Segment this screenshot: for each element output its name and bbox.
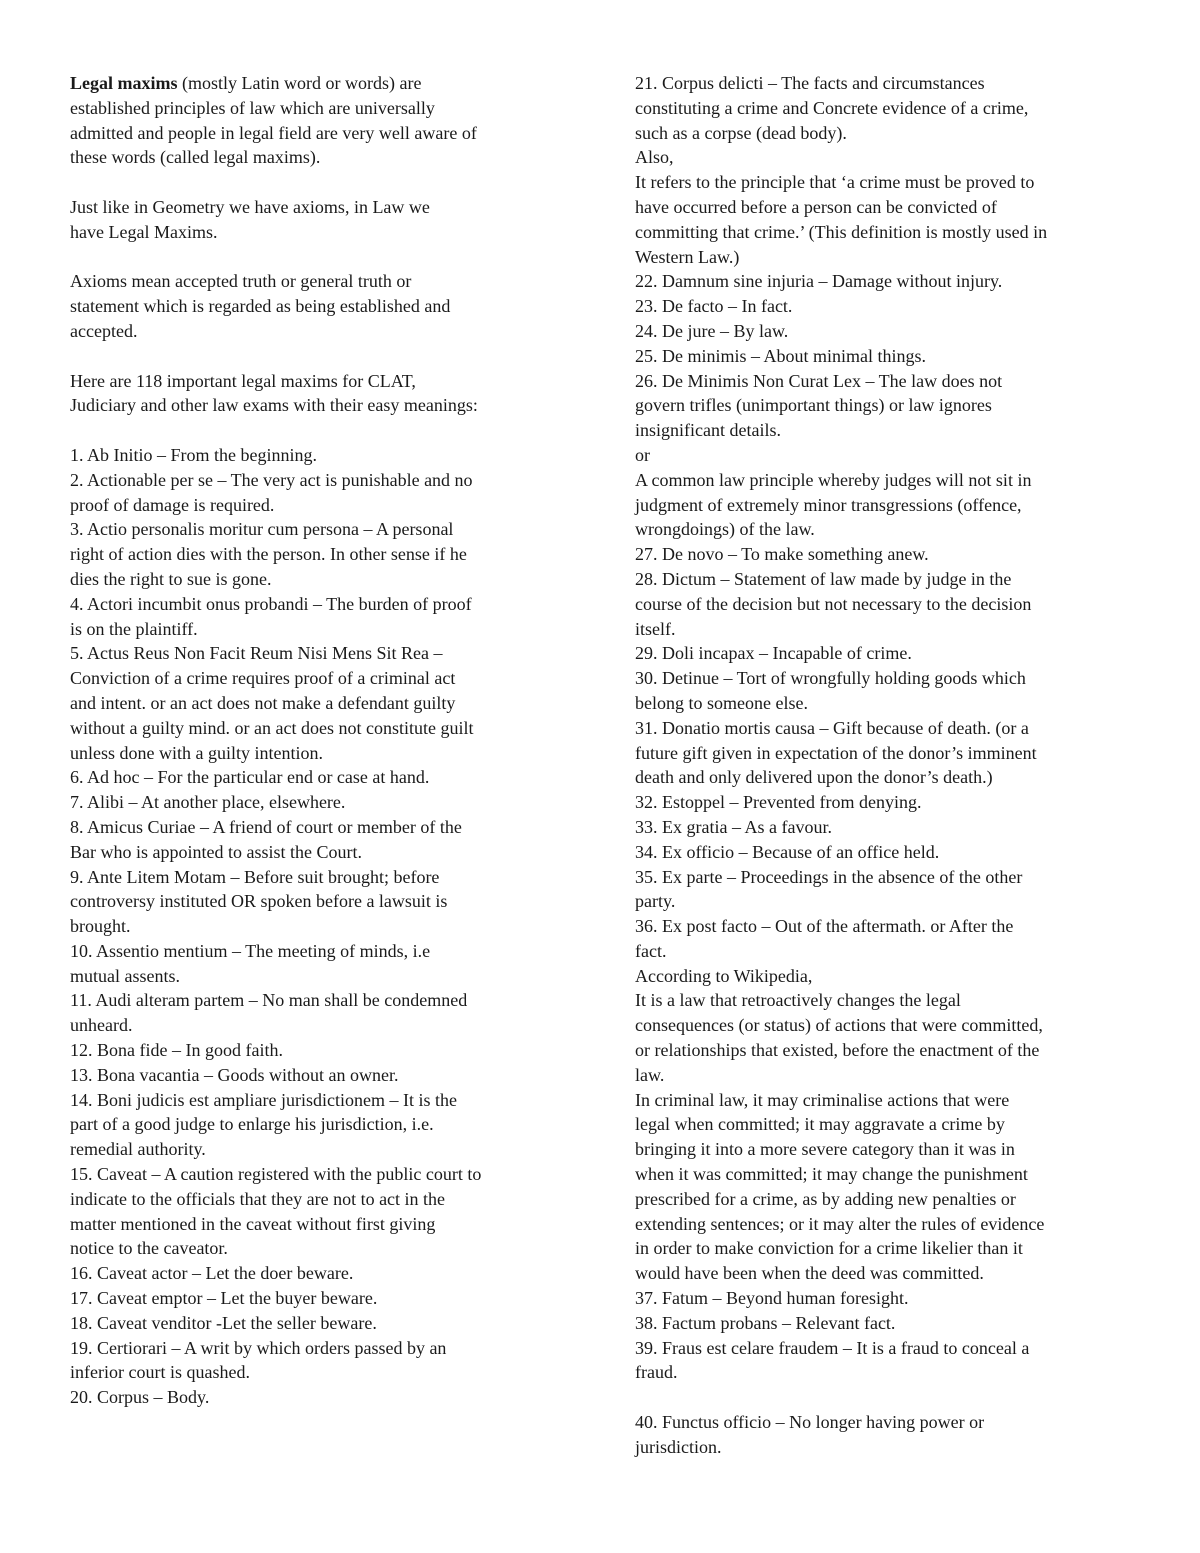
maxim-entry (635, 1336, 1135, 1386)
maxim-line: 15. Caveat – A caution registered with the public court to (70, 1164, 482, 1185)
paragraph-line: have Legal Maxims. (70, 221, 218, 242)
maxim-line: right of action dies with the person. In other sense if he (70, 544, 467, 565)
maxim-line: notice to the caveator. (70, 1238, 228, 1259)
maxim-line: 32. Estoppel – Prevented from denying. (635, 792, 922, 813)
paragraph-gap (70, 170, 562, 195)
maxim-line: dies the right to sue is gone. (70, 568, 272, 589)
maxim-line: 36. Ex post facto – Out of the aftermath. or After the (635, 916, 1014, 937)
maxim-line: fact. (635, 940, 667, 961)
maxim-line: Conviction of a crime requires proof of a criminal act (70, 668, 456, 689)
maxim-line: 33. Ex gratia – As a favour. (635, 816, 832, 837)
maxim-line: 8. Amicus Curiae – A friend of court or member of the (70, 816, 462, 837)
maxim-entry (635, 641, 1135, 666)
maxim-line: wrongdoings) of the law. (635, 519, 815, 540)
maxim-line: 37. Fatum – Beyond human foresight. (635, 1288, 909, 1309)
maxim-entry (70, 1336, 562, 1386)
maxim-entry (70, 865, 562, 939)
maxim-line: in order to make conviction for a crime likelier than it (635, 1238, 1023, 1259)
maxim-entry (635, 815, 1135, 840)
maxim-entry (635, 369, 1135, 543)
maxim-line: Bar who is appointed to assist the Court. (70, 841, 362, 862)
maxim-line: Also, (635, 147, 674, 168)
maxim-line: 5. Actus Reus Non Facit Reum Nisi Mens Sit Rea – (70, 643, 443, 664)
maxim-line: 10. Assentio mentium – The meeting of minds, i.e (70, 940, 431, 961)
maxim-line: controversy instituted OR spoken before a lawsuit is (70, 891, 448, 912)
maxim-list-right (635, 71, 1135, 1385)
maxim-line: 1. Ab Initio – From the beginning. (70, 444, 317, 465)
maxim-line: According to Wikipedia, (635, 965, 813, 986)
maxim-line: 20. Corpus – Body. (70, 1387, 210, 1408)
maxim-line: constituting a crime and Concrete evidence of a crime, (635, 97, 1029, 118)
maxim-line: In criminal law, it may criminalise actions that were (635, 1089, 1010, 1110)
geometry-paragraph (70, 195, 562, 245)
paragraph-gap (70, 418, 562, 443)
paragraph-line: admitted and people in legal field are very well aware of (70, 122, 477, 143)
intro-term: Legal maxims (70, 73, 178, 93)
maxim-line: 27. De novo – To make something anew. (635, 544, 929, 565)
maxim-entry (70, 517, 562, 591)
maxim-entry (70, 1286, 562, 1311)
maxim-line: proof of damage is required. (70, 494, 275, 515)
maxim-line: would have been when the deed was committed. (635, 1263, 984, 1284)
intro-paragraph (70, 96, 562, 170)
paragraph-gap (70, 245, 562, 270)
maxim-line: 11. Audi alteram partem – No man shall be condemned (70, 990, 468, 1011)
maxim-line: inferior court is quashed. (70, 1362, 250, 1383)
maxim-entry (70, 1038, 562, 1063)
maxim-entry (635, 914, 1135, 1286)
maxim-list-left (70, 443, 562, 1410)
maxim-entry (635, 666, 1135, 716)
maxim-entry (70, 988, 562, 1038)
maxim-line: insignificant details. (635, 420, 781, 441)
paragraph-gap (70, 344, 562, 369)
maxim-line: or (635, 444, 650, 465)
maxim-entry (635, 319, 1135, 344)
maxim-entry (70, 1088, 562, 1162)
maxim-entry (70, 1261, 562, 1286)
maxim-line: govern trifles (unimportant things) or law ignores (635, 395, 992, 416)
maxim-entry (635, 542, 1135, 567)
maxim-line: is on the plaintiff. (70, 618, 198, 639)
maxim-line: fraud. (635, 1362, 678, 1383)
paragraph-line: Here are 118 important legal maxims for CLAT, (70, 370, 416, 391)
maxim-line: death and only delivered upon the donor’s death.) (635, 767, 993, 788)
maxim-line: without a guilty mind. or an act does not constitute guilt (70, 717, 474, 738)
maxim-entry (70, 443, 562, 468)
list-intro-paragraph (70, 369, 562, 419)
maxim-line: 19. Certiorari – A writ by which orders passed by an (70, 1337, 447, 1358)
maxim-line: 34. Ex officio – Because of an office held. (635, 841, 940, 862)
paragraph-line: statement which is regarded as being established and (70, 296, 451, 317)
maxim-line: 26. De Minimis Non Curat Lex – The law does not (635, 370, 1003, 391)
maxim-line: 39. Fraus est celare fraudem – It is a fraud to conceal a (635, 1337, 1030, 1358)
maxim-line: such as a corpse (dead body). (635, 122, 847, 143)
maxim-line: unless done with a guilty intention. (70, 742, 323, 763)
maxim-line: 38. Factum probans – Relevant fact. (635, 1312, 896, 1333)
maxim-line: mutual assents. (70, 965, 180, 986)
maxim-line: and intent. or an act does not make a defendant guilty (70, 692, 456, 713)
maxim-line: 22. Damnum sine injuria – Damage without injury. (635, 271, 1003, 292)
maxim-entry (635, 865, 1135, 915)
maxim-entry (70, 1385, 562, 1410)
maxim-line: It is a law that retroactively changes the legal (635, 990, 961, 1011)
maxim-line: extending sentences; or it may alter the rules of evidence (635, 1213, 1045, 1234)
maxim-line: belong to someone else. (635, 692, 808, 713)
paragraph-line: Judiciary and other law exams with their easy meanings: (70, 395, 478, 416)
maxim-line: unheard. (70, 1015, 133, 1036)
maxim-line: consequences (or status) of actions that were committed, (635, 1015, 1043, 1036)
maxim-line: 24. De jure – By law. (635, 320, 789, 341)
maxim-entry (70, 939, 562, 989)
maxim-line: 17. Caveat emptor – Let the buyer beware. (70, 1288, 378, 1309)
maxim-line: part of a good judge to enlarge his jurisdiction, i.e. (70, 1114, 434, 1135)
maxim-line: 7. Alibi – At another place, elsewhere. (70, 792, 346, 813)
maxim-line: 30. Detinue – Tort of wrongfully holding goods which (635, 668, 1026, 689)
maxim-line: 21. Corpus delicti – The facts and circumstances (635, 73, 985, 93)
maxim-line: 40. Functus officio – No longer having power or (635, 1412, 985, 1433)
maxim-line: or relationships that existed, before the enactment of the (635, 1040, 1040, 1061)
maxim-line: matter mentioned in the caveat without first giving (70, 1213, 436, 1234)
maxim-line: 4. Actori incumbit onus probandi – The burden of proof (70, 593, 472, 614)
maxim-entry (635, 344, 1135, 369)
maxim-entry (70, 592, 562, 642)
maxim-line: committing that crime.’ (This definition is mostly used in (635, 221, 1048, 242)
maxim-entry (70, 468, 562, 518)
maxim-entry (70, 1063, 562, 1088)
maxim-line: 28. Dictum – Statement of law made by judge in the (635, 568, 1012, 589)
maxim-line: brought. (70, 916, 131, 937)
maxim-entry (635, 716, 1135, 790)
maxim-line: 16. Caveat actor – Let the doer beware. (70, 1263, 354, 1284)
maxim-line: remedial authority. (70, 1139, 206, 1160)
maxim-line: 23. De facto – In fact. (635, 296, 793, 317)
maxim-entry (70, 1162, 562, 1261)
maxim-line: 25. De minimis – About minimal things. (635, 345, 927, 366)
maxim-line: indicate to the officials that they are not to act in the (70, 1188, 446, 1209)
maxim-entry (635, 269, 1135, 294)
maxim-line: when it was committed; it may change the punishment (635, 1164, 1028, 1185)
maxim-line: itself. (635, 618, 676, 639)
paragraph-line: Axioms mean accepted truth or general truth or (70, 271, 412, 292)
paragraph-line: these words (called legal maxims). (70, 147, 321, 168)
maxim-entry (70, 765, 562, 790)
paragraph-line: established principles of law which are universally (70, 97, 435, 118)
intro-line (70, 71, 562, 96)
maxim-entry-40 (635, 1410, 1135, 1460)
maxim-line: 6. Ad hoc – For the particular end or case at hand. (70, 767, 430, 788)
maxim-entry (70, 790, 562, 815)
maxim-line: 14. Boni judicis est ampliare jurisdictionem – It is the (70, 1089, 457, 1110)
maxim-entry (635, 840, 1135, 865)
right-column (635, 71, 1135, 1460)
maxim-line: jurisdiction. (635, 1436, 722, 1457)
maxim-line: A common law principle whereby judges will not sit in (635, 469, 1032, 490)
maxim-line: 29. Doli incapax – Incapable of crime. (635, 643, 912, 664)
maxim-line: It refers to the principle that ‘a crime must be proved to (635, 172, 1035, 193)
paragraph-line: accepted. (70, 320, 138, 341)
maxim-line: 13. Bona vacantia – Goods without an owner. (70, 1064, 399, 1085)
maxim-line: 2. Actionable per se – The very act is punishable and no (70, 469, 473, 490)
maxim-entry (635, 1286, 1135, 1311)
maxim-entry (635, 294, 1135, 319)
maxim-line: course of the decision but not necessary to the decision (635, 593, 1032, 614)
maxim-line: future gift given in expectation of the donor’s imminent (635, 742, 1037, 763)
maxim-entry (635, 71, 1135, 269)
paragraph-gap (635, 1385, 1135, 1410)
maxim-line: legal when committed; it may aggravate a crime by (635, 1114, 1005, 1135)
maxim-entry (635, 567, 1135, 641)
maxim-line: Western Law.) (635, 246, 740, 267)
maxim-line: prescribed for a crime, as by adding new penalties or (635, 1188, 1016, 1209)
maxim-entry (635, 790, 1135, 815)
paragraph-line: Just like in Geometry we have axioms, in Law we (70, 196, 430, 217)
maxim-line: law. (635, 1064, 665, 1085)
maxim-line: judgment of extremely minor transgressions (offence, (635, 494, 1022, 515)
maxim-line: 35. Ex parte – Proceedings in the absence of the other (635, 866, 1023, 887)
axioms-paragraph (70, 269, 562, 343)
maxim-line: 31. Donatio mortis causa – Gift because of death. (or a (635, 717, 1029, 738)
maxim-entry (70, 1311, 562, 1336)
maxim-line: party. (635, 891, 676, 912)
maxim-line: 3. Actio personalis moritur cum persona – A personal (70, 519, 454, 540)
maxim-entry (70, 815, 562, 865)
maxim-line: 12. Bona fide – In good faith. (70, 1040, 283, 1061)
maxim-entry (70, 641, 562, 765)
intro-text: (mostly Latin word or words) are (177, 73, 422, 93)
left-column (70, 71, 562, 1410)
maxim-entry (635, 1311, 1135, 1336)
maxim-line: 9. Ante Litem Motam – Before suit brought; before (70, 866, 440, 887)
maxim-line: bringing it into a more severe category than it was in (635, 1139, 1015, 1160)
maxim-line: 18. Caveat venditor -Let the seller beware. (70, 1312, 377, 1333)
maxim-line: have occurred before a person can be convicted of (635, 196, 997, 217)
